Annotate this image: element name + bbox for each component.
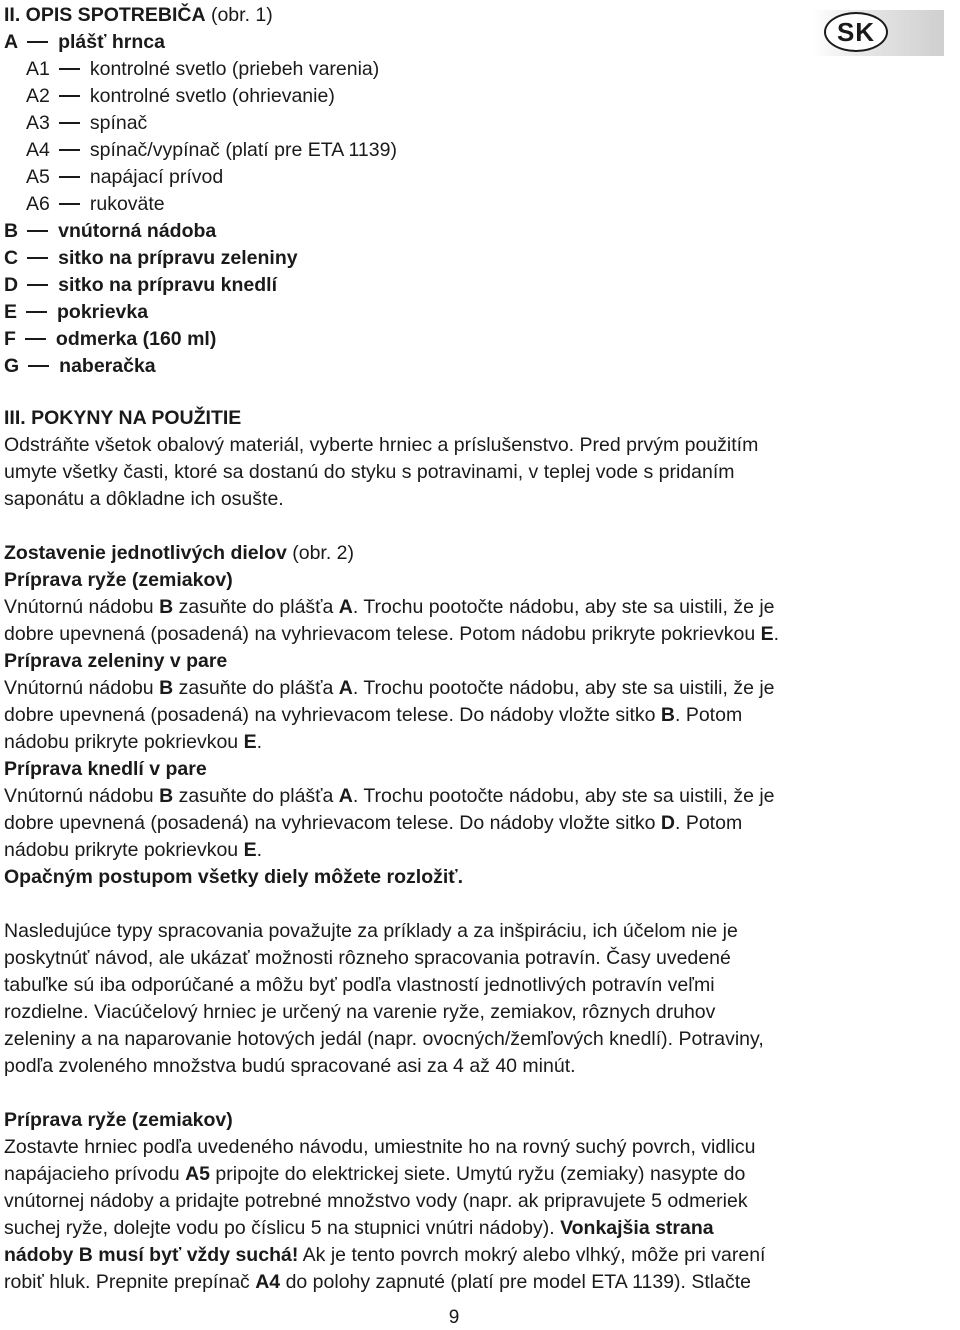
paragraph-line-3: tabuľke sú iba odporúčané a môžu byť podľa vlastností jednotlivých potravín veľmi [4, 974, 715, 996]
dash-separator [59, 122, 80, 124]
dash-separator [27, 257, 48, 259]
part-label: sitko na prípravu knedlí [58, 274, 277, 296]
intro-line-1: Odstráňte všetok obalový materiál, vyberte hrniec a príslušenstvo. Pred prvým použitím [4, 434, 759, 456]
part-key: A1 [26, 58, 50, 80]
part-key: E [4, 301, 18, 323]
part-item [26, 83, 335, 110]
part-label: spínač/vypínač (platí pre ETA 1139) [89, 139, 397, 161]
part-label: sitko na prípravu zeleniny [58, 247, 298, 269]
part-key: C [4, 247, 19, 269]
dash-separator [27, 284, 48, 286]
rice-prep-line-6: robiť hluk. Prepnite prepínač A4 do polohy zapnuté (platí pre model ETA 1139). Stlačte [4, 1271, 751, 1293]
section-heading-opis: II. OPIS SPOTREBIČA (obr. 1) [4, 4, 273, 26]
dash-separator [27, 230, 48, 232]
disassemble-note: Opačným postupom všetky diely môžete rozložiť. [4, 866, 464, 888]
assembly-heading: Zostavenie jednotlivých dielov (obr. 2) [4, 542, 355, 564]
part-label: plášť hrnca [58, 31, 165, 53]
rice-prep-line-5: nádoby B musí byť vždy suchá! Ak je tento povrch mokrý alebo vlhký, môže pri varení [4, 1244, 766, 1266]
rice-line-1: Vnútornú nádobu B zasuňte do plášťa A. Trochu pootočte nádobu, aby ste sa uistili, že je [4, 596, 775, 618]
part-key: A2 [26, 85, 50, 107]
part-item [26, 164, 223, 191]
dash-separator [28, 365, 49, 367]
vegetable-heading: Príprava zeleniny v pare [4, 650, 228, 672]
language-badge [812, 10, 944, 56]
vegetable-line-3: nádobu prikryte pokrievkou E. [4, 731, 262, 753]
dash-separator [59, 68, 80, 70]
rice-prep-line-3: vnútornej nádoby a pridajte potrebné množstvo vody (napr. ak pripravujete 5 odmeriek [4, 1190, 748, 1212]
dash-separator [59, 95, 80, 97]
part-label: rukoväte [89, 193, 165, 215]
rice-prep-line-4: suchej ryže, dolejte vodu po číslicu 5 na stupnici vnútri nádoby). Vonkajšia strana [4, 1217, 714, 1239]
vegetable-line-2: dobre upevnená (posadená) na vyhrievacom telese. Do nádoby vložte sitko B. Potom [4, 704, 743, 726]
part-label: odmerka (160 ml) [55, 328, 217, 350]
language-badge-label: SK [824, 12, 888, 52]
part-key: D [4, 274, 19, 296]
part-item [4, 218, 216, 245]
part-key: A5 [26, 166, 50, 188]
part-label: spínač [89, 112, 148, 134]
dumpling-line-1: Vnútornú nádobu B zasuňte do plášťa A. Trochu pootočte nádobu, aby ste sa uistili, že je [4, 785, 775, 807]
dumpling-line-3: nádobu prikryte pokrievkou E. [4, 839, 262, 861]
dash-separator [59, 149, 80, 151]
dash-separator [26, 311, 47, 313]
part-item [4, 272, 277, 299]
part-key: B [4, 220, 19, 242]
part-label: kontrolné svetlo (ohrievanie) [89, 85, 335, 107]
dumpling-heading: Príprava knedlí v pare [4, 758, 207, 780]
rice-prep-line-1: Zostavte hrniec podľa uvedeného návodu, umiestnite ho na rovný suchý povrch, vidlicu [4, 1136, 756, 1158]
paragraph-line-1: Nasledujúce typy spracovania považujte za príklady a za inšpiráciu, ich účelom nie je [4, 920, 738, 942]
rice-prep-heading: Príprava ryže (zemiakov) [4, 1109, 233, 1131]
paragraph-line-4: rozdielne. Viacúčelový hrniec je určený na varenie ryže, zemiakov, rôznych druhov [4, 1001, 716, 1023]
part-item [4, 245, 298, 272]
rice-prep-line-2: napájacieho prívodu A5 pripojte do elektrickej siete. Umytú ryžu (zemiaky) nasypte do [4, 1163, 746, 1185]
intro-line-3: saponátu a dôkladne ich osušte. [4, 488, 284, 510]
part-label: pokrievka [57, 301, 149, 323]
part-label: napájací prívod [89, 166, 224, 188]
part-item [26, 191, 165, 218]
part-item [26, 110, 147, 137]
rice-line-2: dobre upevnená (posadená) na vyhrievacom telese. Potom nádobu prikryte pokrievkou E. [4, 623, 780, 645]
paragraph-line-5: zeleniny a na naparovanie hotových jedál (napr. ovocných/žemľových knedlí). Potraviny, [4, 1028, 764, 1050]
dumpling-line-2: dobre upevnená (posadená) na vyhrievacom telese. Do nádoby vložte sitko D. Potom [4, 812, 743, 834]
part-item [4, 326, 216, 353]
part-item [26, 137, 397, 164]
part-key: A [4, 31, 19, 53]
part-key: G [4, 355, 20, 377]
rice-heading: Príprava ryže (zemiakov) [4, 569, 233, 591]
section-heading-pokyny: III. POKYNY NA POUŽITIE [4, 407, 242, 429]
part-key: A4 [26, 139, 50, 161]
dash-separator [25, 338, 46, 340]
vegetable-line-1: Vnútornú nádobu B zasuňte do plášťa A. Trochu pootočte nádobu, aby ste sa uistili, že je [4, 677, 775, 699]
part-key: F [4, 328, 16, 350]
dash-separator [59, 203, 80, 205]
page-number: 9 [448, 1307, 460, 1328]
dash-separator [59, 176, 80, 178]
part-item [4, 29, 165, 56]
part-key: A3 [26, 112, 50, 134]
paragraph-line-2: poskytnúť návod, ale ukázať možnosti rôzneho spracovania potravín. Časy uvedené [4, 947, 731, 969]
part-label: naberačka [59, 355, 156, 377]
part-item [26, 56, 379, 83]
intro-line-2: umyte všetky časti, ktoré sa dostanú do styku s potravinami, v teplej vode s pridaním [4, 461, 735, 483]
part-label: kontrolné svetlo (priebeh varenia) [89, 58, 380, 80]
part-item [4, 353, 156, 380]
part-label: vnútorná nádoba [58, 220, 217, 242]
part-key: A6 [26, 193, 50, 215]
part-item [4, 299, 148, 326]
dash-separator [27, 41, 48, 43]
paragraph-line-6: podľa zvoleného množstva budú spracované asi za 4 až 40 minút. [4, 1055, 576, 1077]
